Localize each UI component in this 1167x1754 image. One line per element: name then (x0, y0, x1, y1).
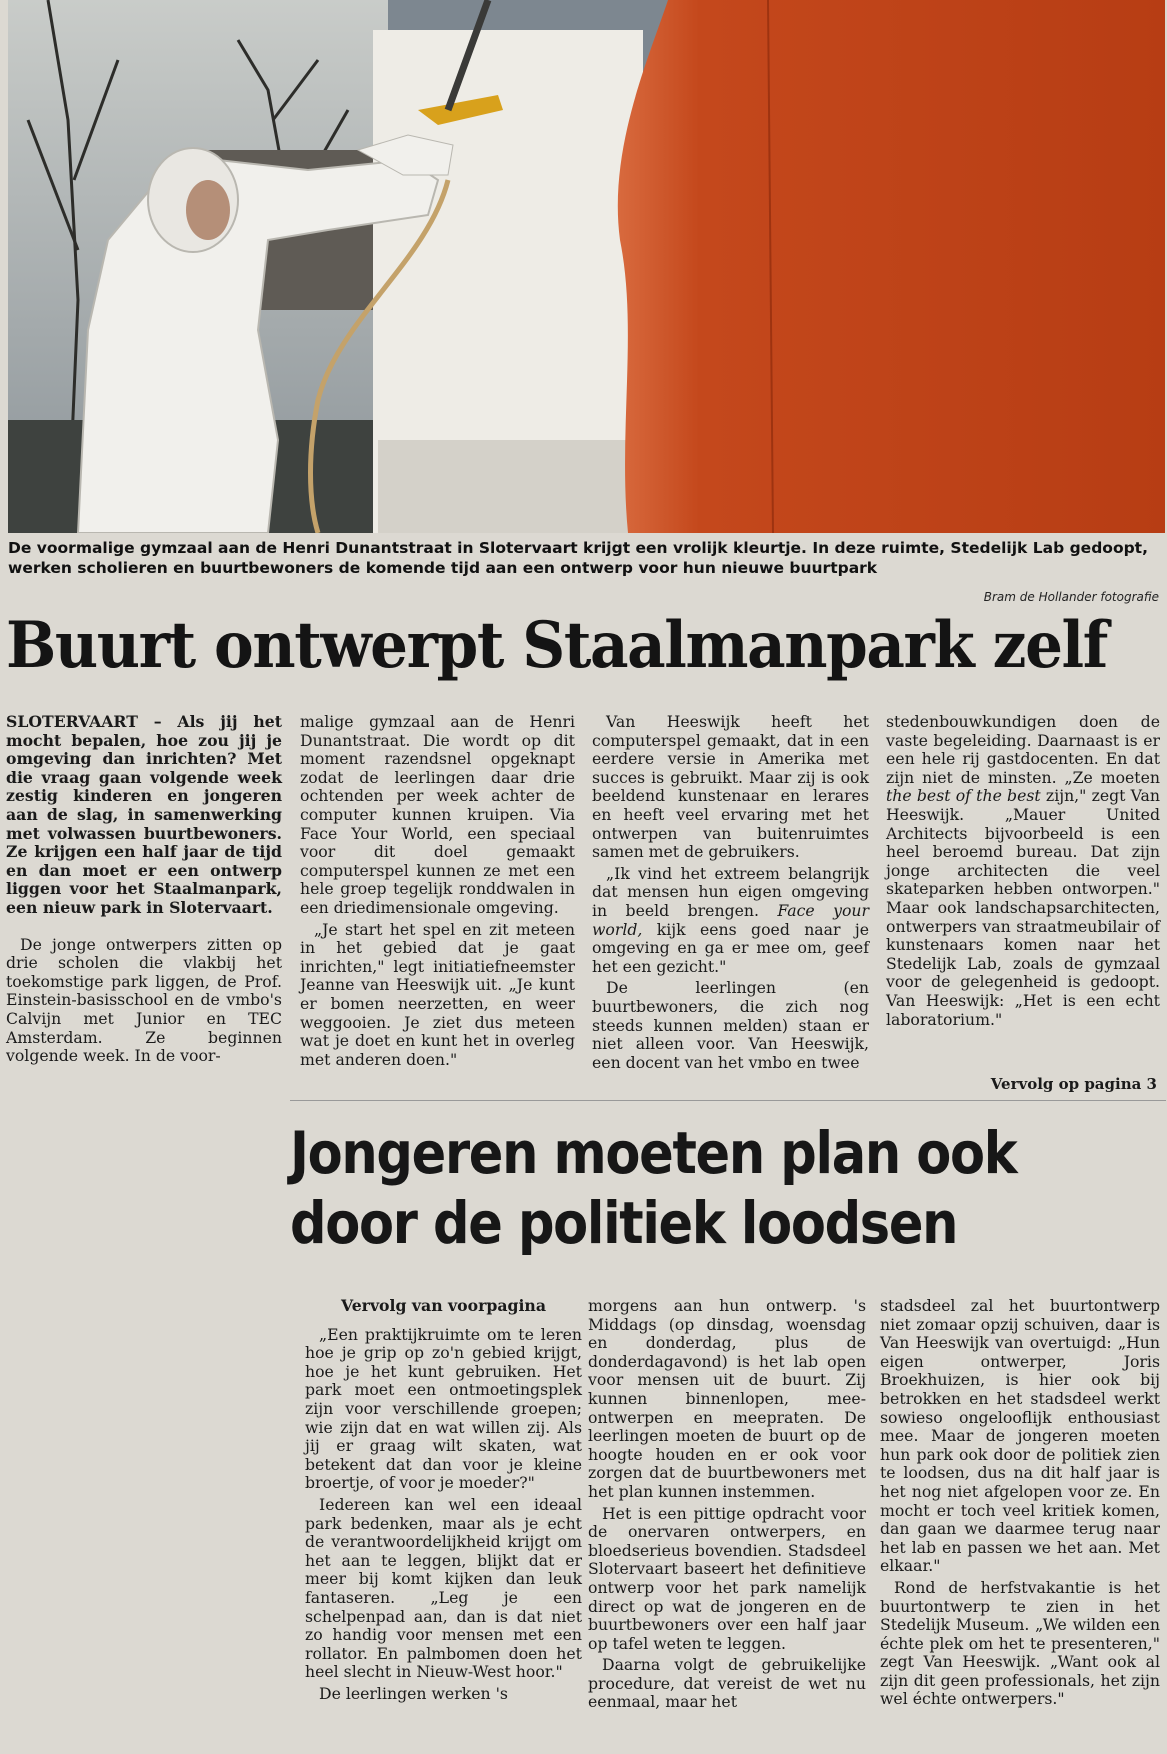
text-span: „Ik vind het extreem belangrijk dat mensen hun eigen omgeving in beeld brengen. (592, 863, 869, 920)
photo-illustration (8, 0, 1165, 533)
text-span: zijn," zegt Van Heeswijk. „Mauer United Architects bijvoorbeeld is een heel beroemd bureau. Dat zijn jonge architecten die veel skateparken hebben ontworpen." Maar ook landschapsarchitecten, ontwerpers van straatmeubilair of kunstenaars komen naar het Stedelijk Lab, zoals de gymzaal voor de gelegenheid is gedoopt. Van Heeswijk: „Het is een echt laboratorium." (886, 786, 1160, 1029)
article1-column-3 (592, 713, 869, 1072)
paragraph: Het is een pittige opdracht voor de onervaren ontwerpers, en bloedserieus bovendien. Stadsdeel Slotervaart baseert het definitieve ontwerp voor het park namelijk direct op wat de jongeren en de buurtbewoners over een half jaar op tafel weten te leggen. (588, 1503, 866, 1653)
continued-reference: Vervolg op pagina 3 (990, 1075, 1157, 1093)
text-span: kijk eens goed naar je omgeving en ga er mee om, geef het een gezicht." (592, 919, 869, 976)
paragraph: morgens aan hun ontwerp. 's Middags (op dinsdag, woensdag en donderdag, plus de donderdagavond) is het lab open voor mensen uit de buurt. Zij kunnen binnenlopen, mee-ontwerpen en meepraten. De leerlingen moeten de buurt op de hoogte houden en er ook voor zorgen dat de buurtbewoners met het plan kunnen instemmen. (588, 1296, 866, 1501)
paragraph: Rond de herfstvakantie is het buurtontwerp te zien in het Stedelijk Museum. „We wilden een échte plek om het te presenteren," zegt Van Heeswijk. „Want ook al zijn dit geen professionals, het zijn wel échte ontwerpers." (880, 1577, 1160, 1709)
paragraph: „Een praktijkruimte om te leren hoe je grip op zo'n gebied krijgt, hoe je het kunt gebruiken. Het park moet een ontmoetingsplek zijn voor verschillende groepen; wie zijn dat en wat willen zij. Als jij er graag wilt skaten, wat betekent dat dan voor je kleine broertje, of voor je moeder?" (305, 1324, 582, 1493)
paragraph: De leerlingen (en buurtbewoners, die zich nog steeds kunnen melden) staan er niet alleen voor. Van Heeswijk, een docent van het vmbo en twee (592, 978, 869, 1072)
paragraph: stadsdeel zal het buurtontwerp niet zomaar opzij schuiven, daar is Van Heeswijk van overtuigd: „Hun eigen ontwerper, Joris Broekhuizen, is hier ook bij betrokken en het stadsdeel werkt sowieso ongelooflijk enthousiast mee. Maar de jongeren moeten hun park ook door de politiek zien te loodsen, dus na dit half jaar is het nog niet afgelopen voor ze. En mocht er toch veel kritiek komen, dan gaan we daarmee terug naar het lab en passen we het aan. Met elkaar." (880, 1296, 1160, 1576)
paragraph: Daarna volgt de gebruikelijke procedure, dat vereist de wet nu eenmaal, maar het (588, 1655, 866, 1712)
article2-column-3 (880, 1297, 1160, 1709)
article2-column-1 (305, 1297, 582, 1703)
headline: Buurt ontwerpt Staalmanpark zelf (6, 608, 1107, 683)
photo-credit: Bram de Hollander fotografie (983, 590, 1159, 604)
article1-column-4 (886, 713, 1160, 1029)
paragraph (592, 865, 869, 977)
paragraph: Iedereen kan wel een ideaal park bedenken, maar als je echt de verantwoordelijkheid krijgt om het aan te leggen, blijkt dat er meer bij komt kijken dan leuk fantaseren. „Leg je een schelpenpad aan, dan is dat niet zo handig voor mensen met een rollator. En palmbomen doen het heel slecht in Nieuw-West hoor." (305, 1494, 582, 1682)
divider (290, 1100, 1166, 1101)
headline-2 (290, 1118, 1056, 1258)
news-photo (8, 0, 1165, 533)
paragraph: De jonge ontwerpers zitten op drie scholen die vlakbij het toekomstige park liggen, de Prof. Einstein-basisschool en de vmbo's Calvijn met Junior en TEC Amsterdam. Ze beginnen volgende week. In de voor- (6, 934, 282, 1066)
emphasis-text: Face your world, (592, 900, 869, 939)
article2-column-2 (588, 1297, 866, 1712)
headline-line: Jongeren moeten plan ook (290, 1119, 1017, 1187)
emphasis-text: the best of the best (886, 786, 1041, 806)
paragraph: Van Heeswijk heeft het computerspel gemaakt, dat in een eerdere versie in Amerika met succes is gebruikt. Maar zij is ook beeldend kunstenaar en lerares en heeft veel ervaring met het ontwerpen van buitenruimtes samen met de gebruikers. (592, 712, 869, 862)
text-span: stedenbouwkundigen doen de vaste begeleiding. Daarnaast is er een hele rij gastdocenten. En dat zijn niet de minsten. „Ze moeten (886, 712, 1160, 787)
article1-column-2 (300, 713, 575, 1069)
paragraph: malige gymzaal aan de Henri Dunantstraat. Die wordt op dit moment razendsnel opgeknapt zodat de leerlingen daar drie ochtenden per week achter de computer kunnen kruipen. Via Face Your World, een speciaal voor dit doel gemaakt computerspel kunnen ze met een hele groep tegelijk ronddwalen in een driedimensionale omgeving. (300, 712, 575, 917)
headline-line: door de politiek loodsen (290, 1189, 958, 1257)
subhead: Vervolg van voorpagina (340, 1296, 547, 1315)
paragraph: De leerlingen werken 's (319, 1683, 508, 1703)
photo-caption: De voormalige gymzaal aan de Henri Dunantstraat in Slotervaart krijgt een vrolijk kleurtje. In deze ruimte, Stedelijk Lab gedoopt, werken scholieren en buurtbewoners de komende tijd aan een ontwerp voor hun nieuwe buurtpark (8, 539, 1148, 577)
paragraph: „Je start het spel en zit meteen in het gebied dat je gaat inrichten," legt initiatiefneemster Jeanne van Heeswijk uit. „Je kunt er bomen neerzetten, en weer weggooien. Je ziet dus meteen wat je doet en kunt het in overleg met anderen doen." (300, 919, 575, 1069)
lead-paragraph: SLOTERVAART – Als jij het mocht bepalen, hoe zou jij je omgeving dan inrichten? Met die vraag gaan volgende week zestig kinderen en jongeren aan de slag, in samenwerking met volwassen buurtbewoners. Ze krijgen een half jaar de tijd en dan moet er een ontwerp liggen voor het Staalmanpark, een nieuw park in Slotervaart. (6, 712, 282, 917)
paragraph (886, 713, 1160, 1029)
article1-column-1 (6, 713, 282, 1066)
